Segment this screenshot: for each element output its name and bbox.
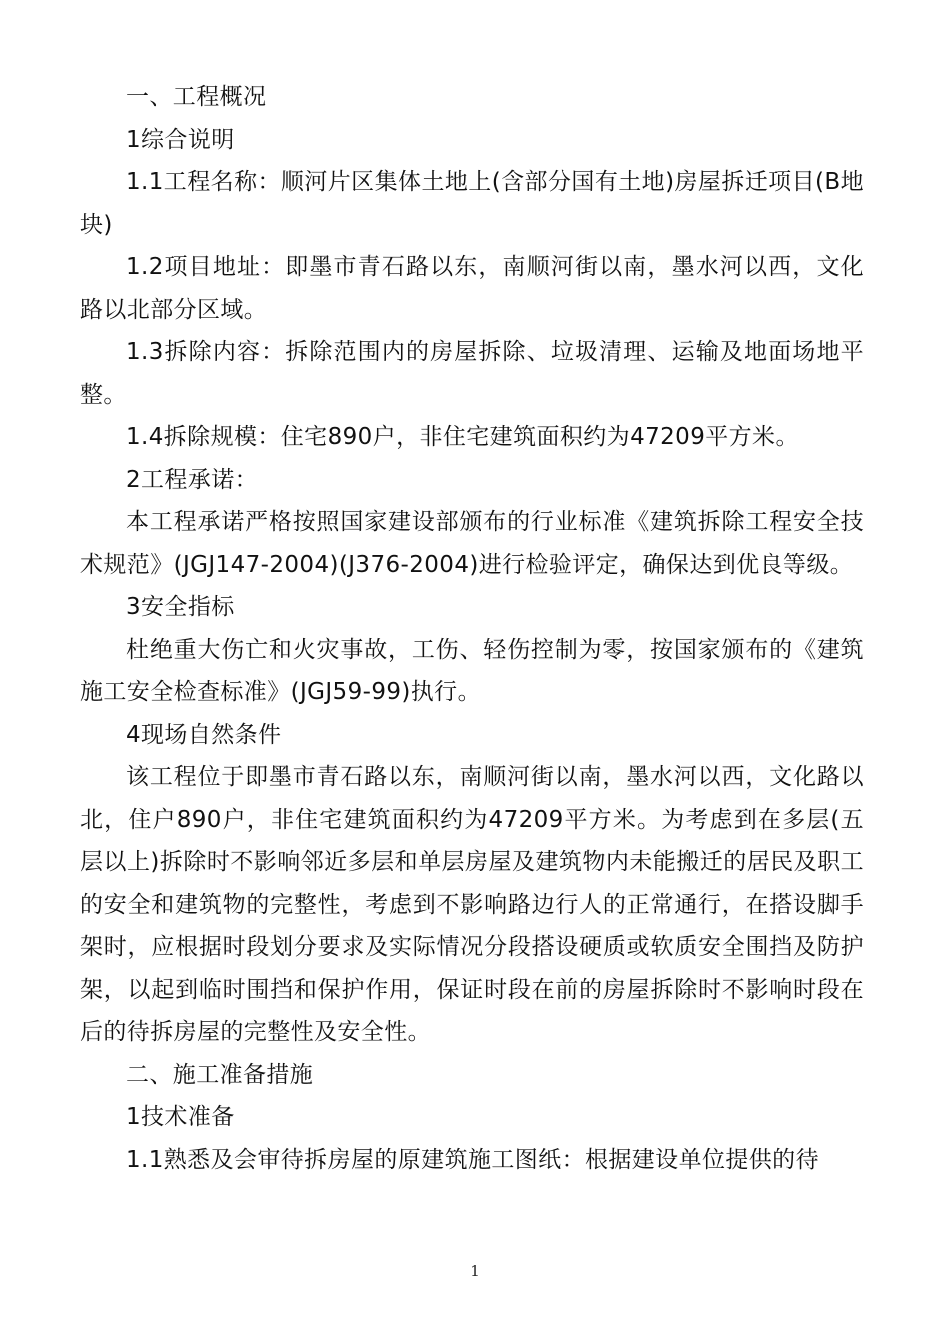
subheading-project-commitment: 2工程承诺： [126,466,259,493]
paragraph-drawing-review: 1.1熟悉及会审待拆房屋的原建筑施工图纸：根据建设单位提供的待 [126,1146,819,1173]
page-number: 1 [470,1262,480,1280]
paragraph-project-address: 1.2项目地址：即墨市青石路以东，南顺河街以南，墨水河以西，文化路以北部分区域。 [80,254,864,323]
section-heading-project-overview: 一、工程概况 [126,84,267,110]
paragraph-demolition-content: 1.3拆除内容：拆除范围内的房屋拆除、垃圾清理、运输及地面场地平整。 [80,339,864,408]
subheading-safety-indicators: 3安全指标 [126,594,235,620]
subheading-general-description: 1综合说明 [126,126,235,153]
paragraph-commitment-text: 本工程承诺严格按照国家建设部颁布的行业标准《建筑拆除工程安全技术规范》(JGJ147-2004)(J376-2004)进行检验评定，确保达到优良等级。 [80,509,864,578]
subheading-technical-preparation: 1技术准备 [126,1104,235,1130]
paragraph-safety-text: 杜绝重大伤亡和火灾事故，工伤、轻伤控制为零，按国家颁布的《建筑施工安全检查标准》(JGJ59-99)执行。 [80,636,864,705]
paragraph-demolition-scale: 1.4拆除规模：住宅890户，非住宅建筑面积约为47209平方米。 [126,424,799,450]
paragraph-project-name: 1.1工程名称：顺河片区集体土地上(含部分国有土地)房屋拆迁项目(B地块) [80,169,864,238]
paragraph-site-conditions-text: 该工程位于即墨市青石路以东，南顺河街以南，墨水河以西，文化路以北，住户890户，非住宅建筑面积约为47209平方米。为考虑到在多层(五层以上)拆除时不影响邻近多层和单层房屋及建筑物内未能搬迁的居民及职工的安全和建筑物的完整性，考虑到不影响路边行人的正常通行，在搭设脚手架时，应根据时段划分要求及实际情况分段搭设硬质或软质安全围挡及防护架，以起到临时围挡和保护作用，保证时段在前的房屋拆除时不影响时段在后的待拆房屋的完整性及安全性。 [80,764,864,1045]
section-heading-construction-preparation: 二、施工准备措施 [126,1061,314,1088]
document-body [80,76,864,1181]
subheading-site-conditions: 4现场自然条件 [126,721,282,748]
